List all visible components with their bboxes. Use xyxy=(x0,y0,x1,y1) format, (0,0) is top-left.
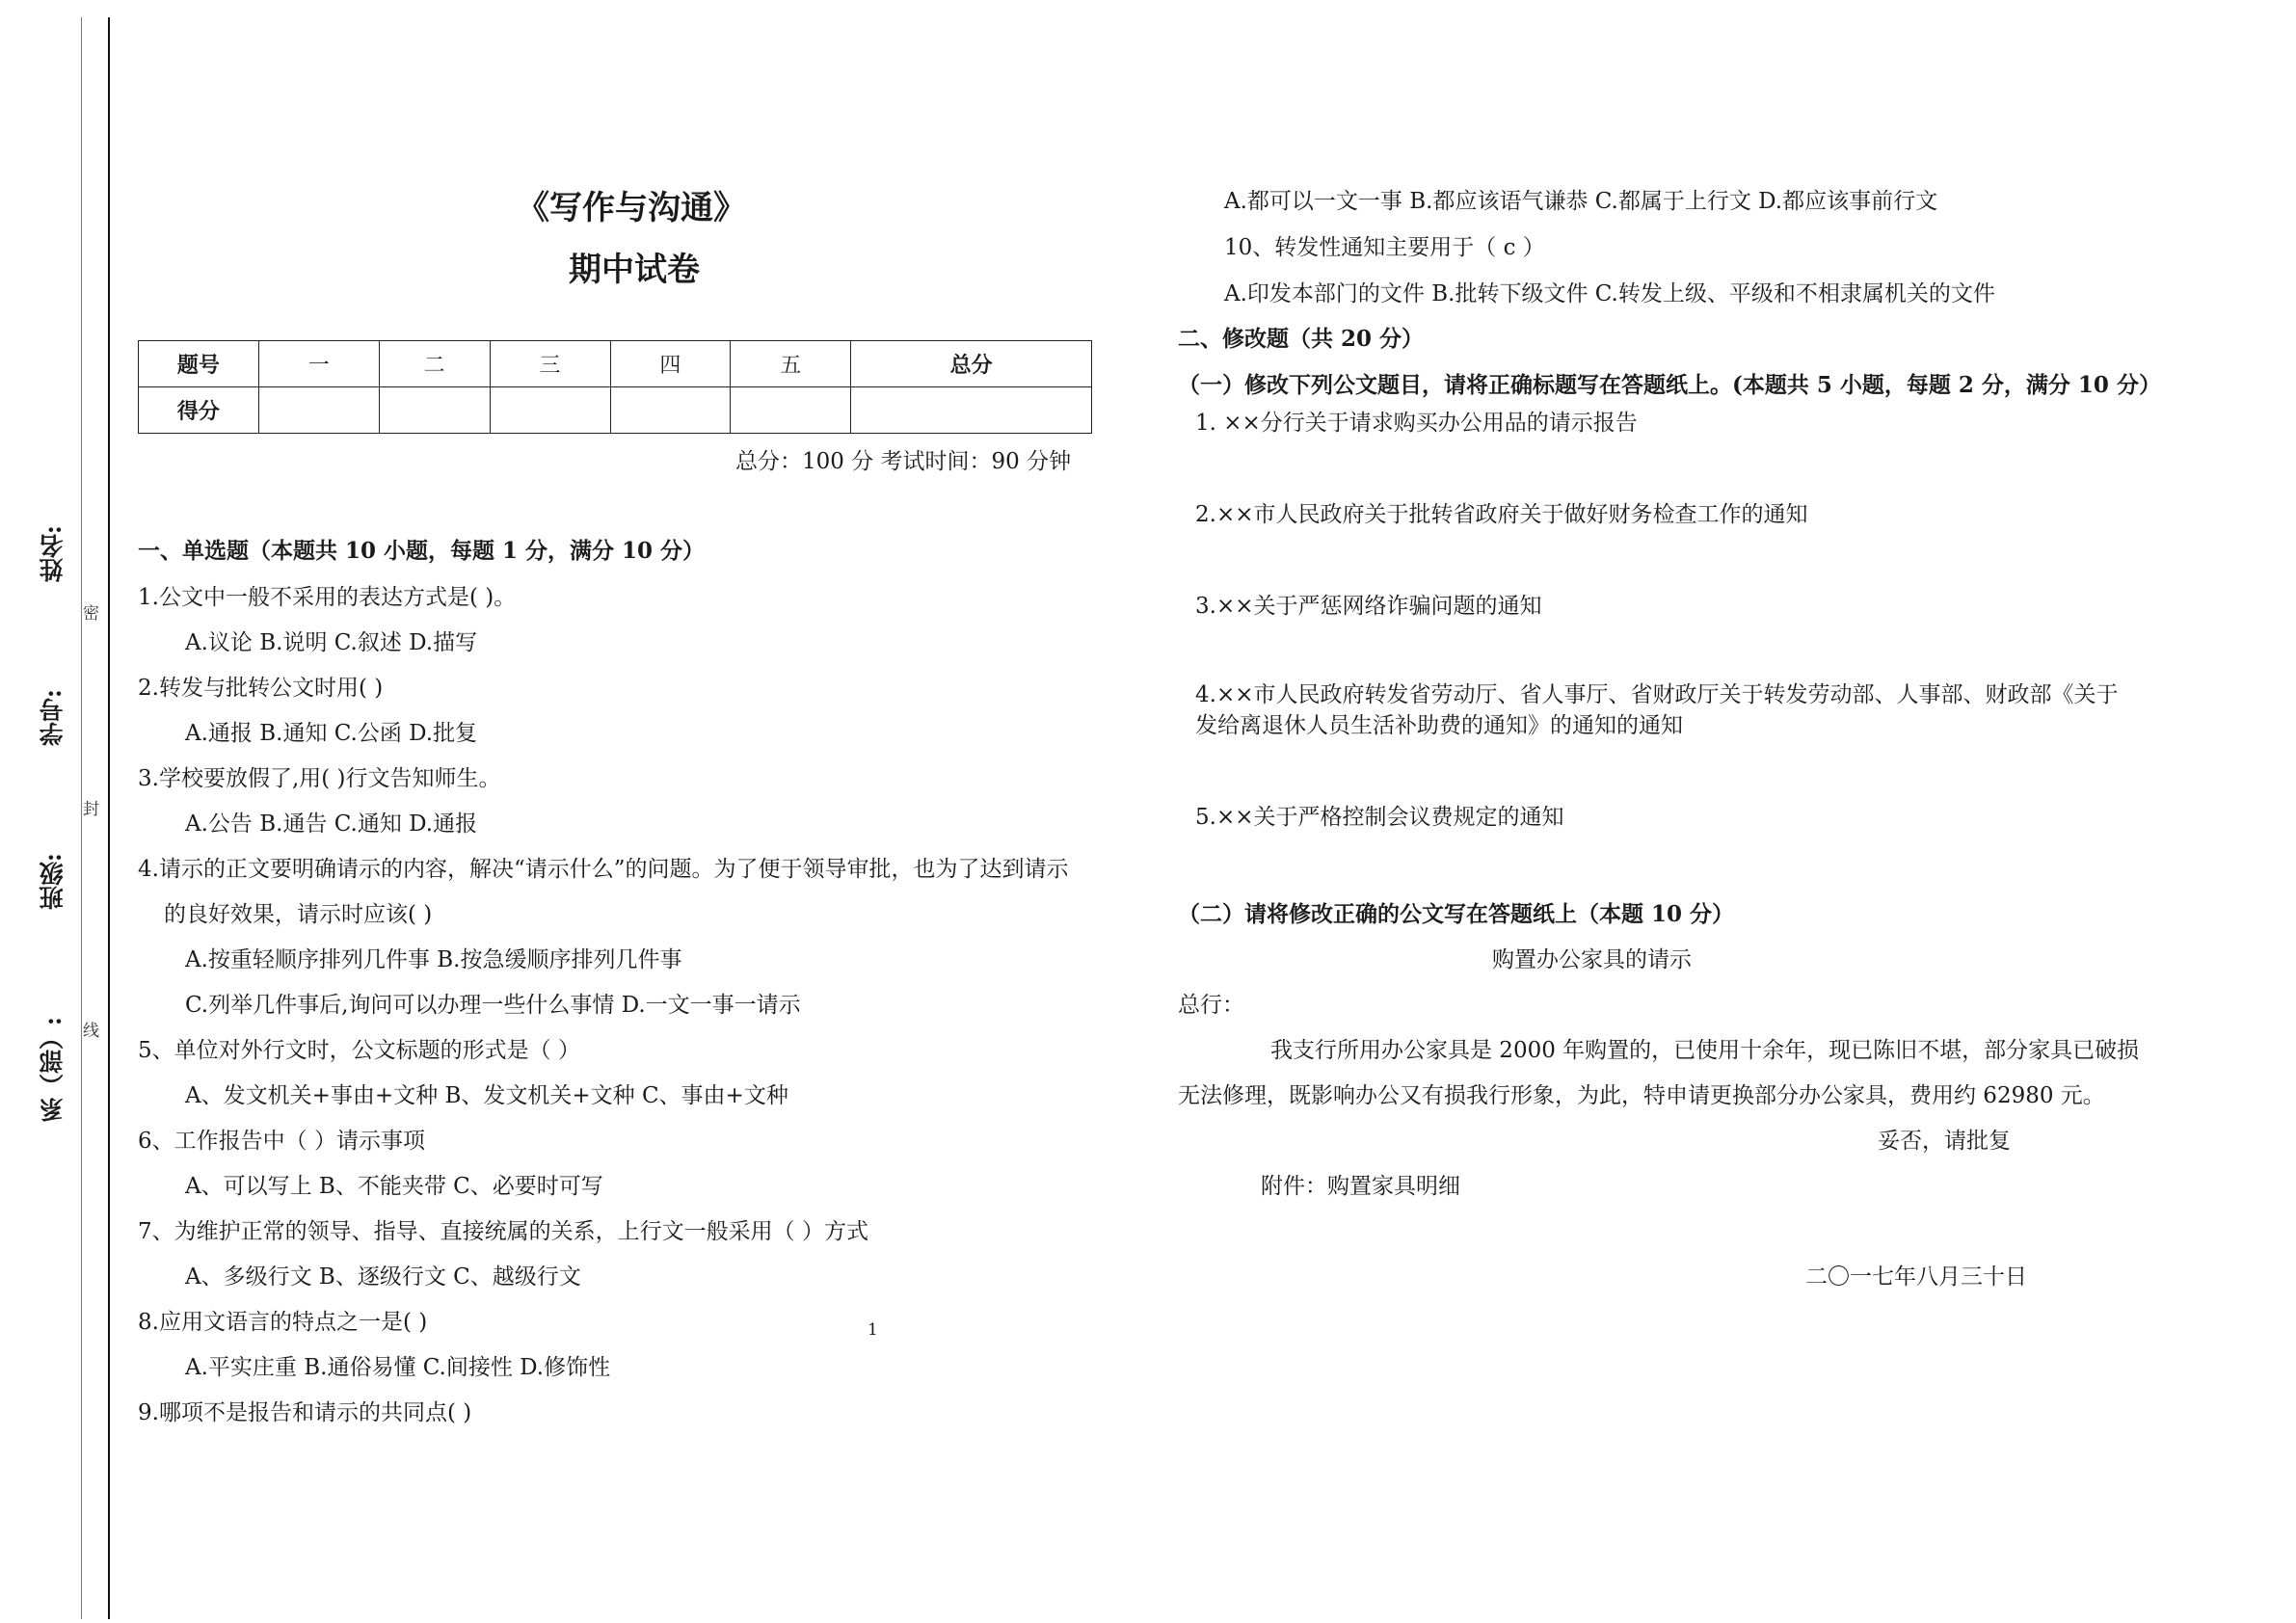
revise-item-4-line1: 4.××市人民政府转发省劳动厅、省人事厅、省财政厅关于转发劳动部、人事部、财政部《关于 xyxy=(1195,682,2119,707)
question-4-line2: 的良好效果，请示时应该( ) xyxy=(164,902,433,927)
score-input-cell[interactable] xyxy=(379,387,490,434)
seal-char-feng: 封 xyxy=(83,800,99,819)
question-9-options: A.都可以一文一事 B.都应该语气谦恭 C.都属于上行文 D.都应该事前行文 xyxy=(1224,189,1938,214)
question-9: 9.哪项不是报告和请示的共同点( ) xyxy=(138,1400,472,1425)
section2-heading: 二、修改题（共 20 分） xyxy=(1178,326,1425,352)
exam-subtitle: 期中试卷 xyxy=(569,251,700,289)
exam-title: 《写作与沟通》 xyxy=(517,189,746,227)
question-6: 6、工作报告中（ ）请示事项 xyxy=(138,1129,425,1154)
name-label: 姓名: xyxy=(39,525,67,583)
binding-line-thin xyxy=(81,17,82,1619)
table-cell: 得分 xyxy=(139,387,259,434)
score-table-score-row xyxy=(139,387,1092,434)
question-8-options: A.平实庄重 B.通俗易懂 C.间接性 D.修饰性 xyxy=(185,1355,611,1380)
question-1-options: A.议论 B.说明 C.叙述 D.描写 xyxy=(185,630,478,655)
table-cell: 总分 xyxy=(851,341,1092,387)
question-10-options: A.印发本部门的文件 B.批转下级文件 C.转发上级、平级和不相隶属机关的文件 xyxy=(1224,281,1995,306)
document-closing: 妥否，请批复 xyxy=(1878,1129,2011,1154)
score-input-cell[interactable] xyxy=(851,387,1092,434)
question-2-options: A.通报 B.通知 C.公函 D.批复 xyxy=(185,721,478,746)
question-3-options: A.公告 B.通告 C.通知 D.通报 xyxy=(185,812,478,837)
class-label: 班级: xyxy=(39,853,67,911)
revise-item-4-line2: 发给离退休人员生活补助费的通知》的通知的通知 xyxy=(1195,713,1683,738)
score-input-cell[interactable] xyxy=(490,387,610,434)
question-4-options-ab: A.按重轻顺序排列几件事 B.按急缓顺序排列几件事 xyxy=(185,947,682,972)
document-body-line1: 我支行所用办公家具是 2000 年购置的，已使用十余年，现已陈旧不堪，部分家具已破损 xyxy=(1270,1038,2140,1063)
question-3: 3.学校要放假了,用( )行文告知师生。 xyxy=(138,766,501,791)
page-number: 1 xyxy=(868,1320,878,1340)
question-2: 2.转发与批转公文时用( ) xyxy=(138,676,384,701)
revise-item-5: 5.××关于严格控制会议费规定的通知 xyxy=(1195,805,1564,830)
section2-part1-heading: （一）修改下列公文题目，请将正确标题写在答题纸上。(本题共 5 小题，每题 2 分，满分 10 分） xyxy=(1178,372,2161,398)
document-addressee: 总行： xyxy=(1178,993,1244,1018)
department-label: 系（部）: xyxy=(39,1017,67,1123)
table-cell: 二 xyxy=(379,341,490,387)
seal-char-mi: 密 xyxy=(83,604,99,624)
revise-item-3: 3.××关于严惩网络诈骗问题的通知 xyxy=(1195,594,1542,619)
table-cell: 一 xyxy=(258,341,379,387)
section1-heading: 一、单选题（本题共 10 小题，每题 1 分，满分 10 分） xyxy=(138,538,706,564)
score-table xyxy=(138,340,1092,434)
score-input-cell[interactable] xyxy=(258,387,379,434)
question-5-options: A、发文机关+事由+文种 B、发文机关+文种 C、事由+文种 xyxy=(185,1083,788,1108)
table-cell: 五 xyxy=(731,341,851,387)
question-10: 10、转发性通知主要用于（ c ） xyxy=(1224,235,1545,260)
document-body-line2: 无法修理，既影响办公又有损我行形象，为此，特申请更换部分办公家具，费用约 62980 元。 xyxy=(1178,1083,2105,1108)
score-input-cell[interactable] xyxy=(610,387,731,434)
question-5: 5、单位对外行文时，公文标题的形式是（ ） xyxy=(138,1038,580,1063)
revise-item-1: 1. ××分行关于请求购买办公用品的请示报告 xyxy=(1195,411,1638,436)
revise-item-2: 2.××市人民政府关于批转省政府关于做好财务检查工作的通知 xyxy=(1195,502,1808,527)
document-attachment: 附件：购置家具明细 xyxy=(1261,1174,1460,1199)
seal-char-xian: 线 xyxy=(83,1022,99,1041)
question-7-options: A、多级行文 B、逐级行文 C、越级行文 xyxy=(185,1264,581,1290)
binding-line-thick xyxy=(108,17,110,1619)
question-4-line1: 4.请示的正文要明确请示的内容，解决“请示什么”的问题。为了便于领导审批，也为了达到请示 xyxy=(138,857,1069,882)
question-8: 8.应用文语言的特点之一是( ) xyxy=(138,1310,428,1335)
score-table-header-row xyxy=(139,341,1092,387)
question-4-options-cd: C.列举几件事后,询问可以办理一些什么事情 D.一文一事一请示 xyxy=(185,993,801,1018)
student-id-label: 学号: xyxy=(39,689,67,747)
question-1: 1.公文中一般不采用的表达方式是( )。 xyxy=(138,585,517,610)
table-cell: 四 xyxy=(610,341,731,387)
table-cell: 题号 xyxy=(139,341,259,387)
question-7: 7、为维护正常的领导、指导、直接统属的关系，上行文一般采用（ ）方式 xyxy=(138,1219,868,1244)
exam-info: 总分：100 分 考试时间：90 分钟 xyxy=(735,449,1072,474)
section2-part2-heading: （二）请将修改正确的公文写在答题纸上（本题 10 分） xyxy=(1178,901,1735,927)
question-6-options: A、可以写上 B、不能夹带 C、必要时可写 xyxy=(185,1174,603,1199)
table-cell: 三 xyxy=(490,341,610,387)
score-input-cell[interactable] xyxy=(731,387,851,434)
document-title: 购置办公家具的请示 xyxy=(1492,947,1692,972)
document-date: 二〇一七年八月三十日 xyxy=(1805,1264,2027,1290)
